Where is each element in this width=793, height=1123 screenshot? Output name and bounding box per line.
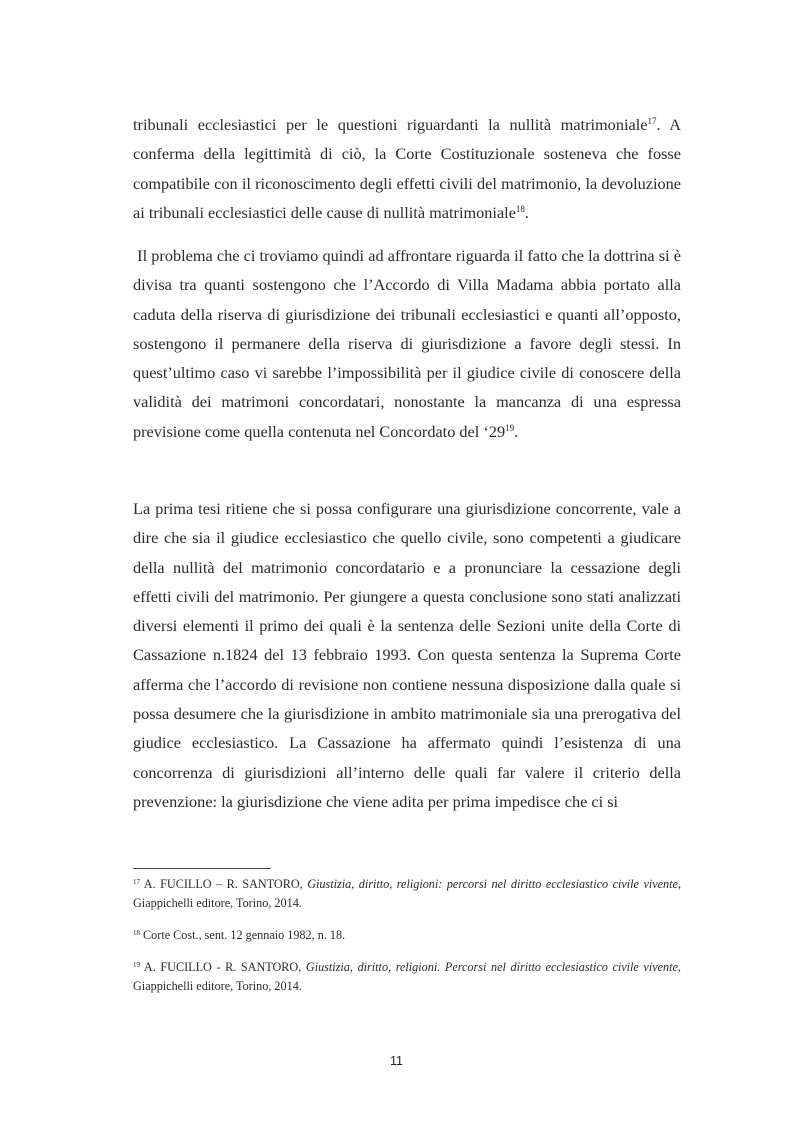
footnote-separator <box>133 868 271 869</box>
footnote-text: Corte Cost., sent. 12 gennaio 1982, n. 18. <box>140 928 346 942</box>
footnote-title: Giustizia, diritto, religioni. Percorsi nel diritto ecclesiastico civile vivente, <box>305 960 681 974</box>
footnote-17 <box>133 875 681 913</box>
footnote-publisher: Giappichelli editore, Torino, 2014. <box>133 979 302 993</box>
footnote-number: 17 <box>133 878 140 886</box>
footnote-19 <box>133 958 681 996</box>
footnote-authors: A. FUCILLO – R. SANTORO, <box>140 877 308 891</box>
footnote-number: 19 <box>133 961 140 969</box>
paragraph-text: . <box>524 202 529 222</box>
page-number: 11 <box>390 1054 403 1068</box>
paragraph-1 <box>133 110 681 227</box>
footnote-ref-18[interactable]: 18 <box>515 203 525 214</box>
footnote-title: Giustizia, diritto, religioni: percorsi nel diritto ecclesiastico civile vivente, <box>307 877 681 891</box>
footnote-authors: A. FUCILLO - R. SANTORO, <box>140 960 306 974</box>
footnote-ref-17[interactable]: 17 <box>647 116 657 126</box>
footnote-publisher: Giappichelli editore, Torino, 2014. <box>133 896 302 910</box>
footnote-18 <box>133 926 681 945</box>
paragraph-text: . <box>514 421 519 441</box>
paragraph-3 <box>133 494 681 816</box>
paragraph-2 <box>133 241 681 446</box>
paragraph-text: Il problema che ci troviamo quindi ad affrontare riguarda il fatto che la dottrina si è divisa tra quanti sostengono che l’Accordo di Villa Madama abbia portato alla caduta della riserva di giurisdizione dei tribunali ecclesiastici e quanti all’opposto, sostengono il permanere della riserva di giurisdizione a favore degli stessi. In quest’ultimo caso vi sarebbe l’impossibilità per il giudice civile di conoscere della validità dei matrimoni concordatari, nonostante la mancanza di una espressa previsione come quella contenuta nel Concordato del ‘29 <box>133 246 681 441</box>
paragraph-text: . A conferma della legittimità di ciò, la Corte Costituzionale sosteneva che fosse compatibile con il riconoscimento degli effetti civili del matrimonio, la devoluzione ai tribunali ecclesiastici delle cause di nullità matrimoniale <box>133 115 682 222</box>
paragraph-text: tribunali ecclesiastici per le questioni riguardanti la nullità matrimoniale <box>133 115 648 134</box>
footnote-ref-19[interactable]: 19 <box>505 422 515 433</box>
paragraph-text: La prima tesi ritiene che si possa configurare una giurisdizione concorrente, vale a dire che sia il giudice ecclesiastico che quello civile, sono competenti a giudicare della nullità del matrimonio concordatario e a pronunciare la cessazione degli effetti civili del matrimonio. Per giungere a questa conclusione sono stati analizzati diversi elementi il primo dei quali è la sentenza delle Sezioni unite della Corte di Cassazione n.1824 del 13 febbraio 1993. Con questa sentenza la Suprema Corte afferma che l’accordo di revisione non contiene nessuna disposizione dalla quale si possa desumere che la giurisdizione in ambito matrimoniale sia una prerogativa del giudice ecclesiastico. La Cassazione ha affermato quindi l’esistenza di una concorrenza di giurisdizioni all’interno delle quali far valere il criterio della prevenzione: la giurisdizione che viene adita per prima impedisce che ci si <box>133 499 681 811</box>
footnote-number: 18 <box>133 929 140 937</box>
